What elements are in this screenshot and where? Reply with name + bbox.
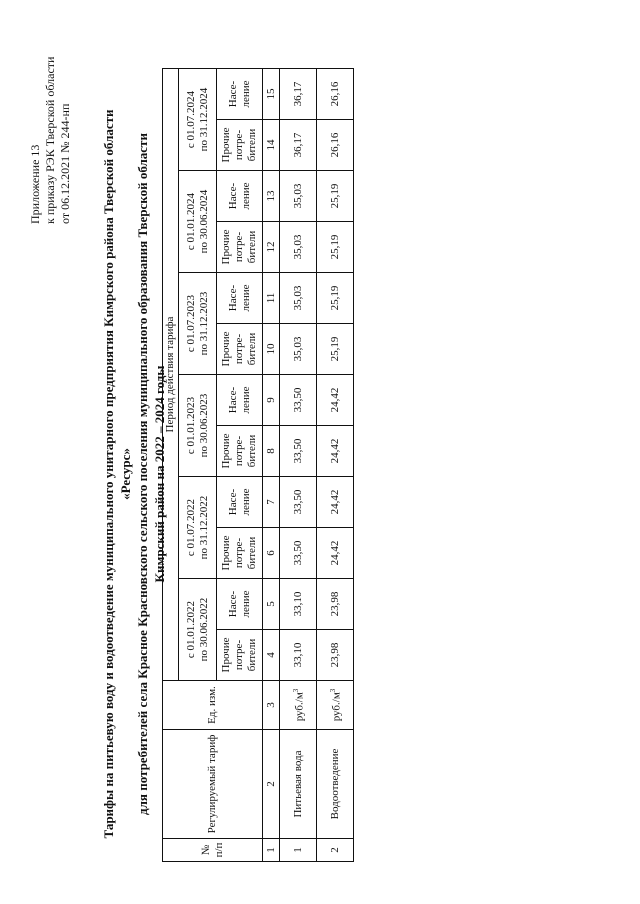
table-row — [317, 69, 354, 862]
tariff-value: 26,16 — [317, 69, 354, 120]
header-other-consumers: Прочие потре-бители — [217, 120, 263, 171]
document-title — [100, 84, 168, 864]
column-index-row — [263, 69, 280, 862]
header-other-consumers: Прочие потре-бители — [217, 324, 263, 375]
tariff-value: 24,42 — [317, 528, 354, 579]
header-population: Насе-ление — [217, 273, 263, 324]
row-no: 1 — [280, 839, 317, 862]
header-no: № п/п — [163, 839, 263, 862]
tariff-value: 33,50 — [280, 426, 317, 477]
header-unit: Ед. изм. — [163, 681, 263, 730]
header-range: с 01.07.2023 по 31.12.2023 — [179, 273, 217, 375]
column-index: 4 — [263, 630, 280, 681]
tariff-value: 33,50 — [280, 375, 317, 426]
column-index: 11 — [263, 273, 280, 324]
tariff-value: 33,10 — [280, 630, 317, 681]
header-range: с 01.01.2024 по 30.06.2024 — [179, 171, 217, 273]
tariff-table — [162, 68, 354, 862]
tariff-value: 25,19 — [317, 273, 354, 324]
column-index: 7 — [263, 477, 280, 528]
row-tariff-name: Питьевая вода — [280, 730, 317, 839]
header-range: с 01.01.2023 по 30.06.2023 — [179, 375, 217, 477]
row-no: 2 — [317, 839, 354, 862]
column-index: 1 — [263, 839, 280, 862]
header-population: Насе-ление — [217, 375, 263, 426]
tariff-value: 24,42 — [317, 375, 354, 426]
header-population: Насе-ление — [217, 171, 263, 222]
column-index: 5 — [263, 579, 280, 630]
tariff-value: 26,16 — [317, 120, 354, 171]
column-index: 9 — [263, 375, 280, 426]
header-tariff: Регулируемый тариф — [163, 730, 263, 839]
column-index: 8 — [263, 426, 280, 477]
title-line: для потребителей села Красное Красновского сельского поселения муниципального образования Тверской области — [135, 133, 150, 815]
header-population: Насе-ление — [217, 579, 263, 630]
tariff-value: 33,50 — [280, 528, 317, 579]
column-index: 14 — [263, 120, 280, 171]
appendix-note — [28, 4, 73, 224]
tariff-value: 24,42 — [317, 477, 354, 528]
header-range: с 01.07.2022 по 31.12.2022 — [179, 477, 217, 579]
header-other-consumers: Прочие потре-бители — [217, 630, 263, 681]
title-line: Тарифы на питьевую воду и водоотведение муниципального унитарного предприятия Кимрского района Тверской области «Ресурс» — [101, 109, 133, 839]
row-unit: $руб./м^3$ — [317, 681, 354, 730]
tariff-value: 23,98 — [317, 579, 354, 630]
tariff-value: 25,19 — [317, 171, 354, 222]
column-index: 6 — [263, 528, 280, 579]
header-other-consumers: Прочие потре-бители — [217, 222, 263, 273]
header-range: с 01.07.2024 по 31.12.2024 — [179, 69, 217, 171]
row-unit: $руб./м^3$ — [280, 681, 317, 730]
appendix-line: к приказу РЭК Тверской области — [43, 56, 57, 224]
tariff-value: 35,03 — [280, 171, 317, 222]
column-index: 2 — [263, 730, 280, 839]
column-index: 13 — [263, 171, 280, 222]
tariff-value: 36,17 — [280, 69, 317, 120]
tariff-value: 25,19 — [317, 324, 354, 375]
title-line: Кимрский район на 2022 – 2024 годы — [152, 365, 167, 583]
header-population: Насе-ление — [217, 69, 263, 120]
tariff-value: 36,17 — [280, 120, 317, 171]
column-index: 3 — [263, 681, 280, 730]
tariff-value: 35,03 — [280, 324, 317, 375]
header-other-consumers: Прочие потре-бители — [217, 426, 263, 477]
tariff-value: 35,03 — [280, 222, 317, 273]
tariff-value: 33,50 — [280, 477, 317, 528]
row-tariff-name: Водоотведение — [317, 730, 354, 839]
column-index: 15 — [263, 69, 280, 120]
appendix-line: от 06.12.2021 № 244-нп — [58, 103, 72, 224]
column-index: 10 — [263, 324, 280, 375]
table-row — [280, 69, 317, 862]
tariff-value: 33,10 — [280, 579, 317, 630]
column-index: 12 — [263, 222, 280, 273]
tariff-value: 35,03 — [280, 273, 317, 324]
header-population: Насе-ление — [217, 477, 263, 528]
header-period: Период действия тарифа — [163, 69, 179, 681]
tariff-value: 25,19 — [317, 222, 354, 273]
header-range: с 01.01.2022 по 30.06.2022 — [179, 579, 217, 681]
appendix-line: Приложение 13 — [28, 144, 42, 224]
tariff-value: 23,98 — [317, 630, 354, 681]
tariff-value: 24,42 — [317, 426, 354, 477]
header-other-consumers: Прочие потре-бители — [217, 528, 263, 579]
